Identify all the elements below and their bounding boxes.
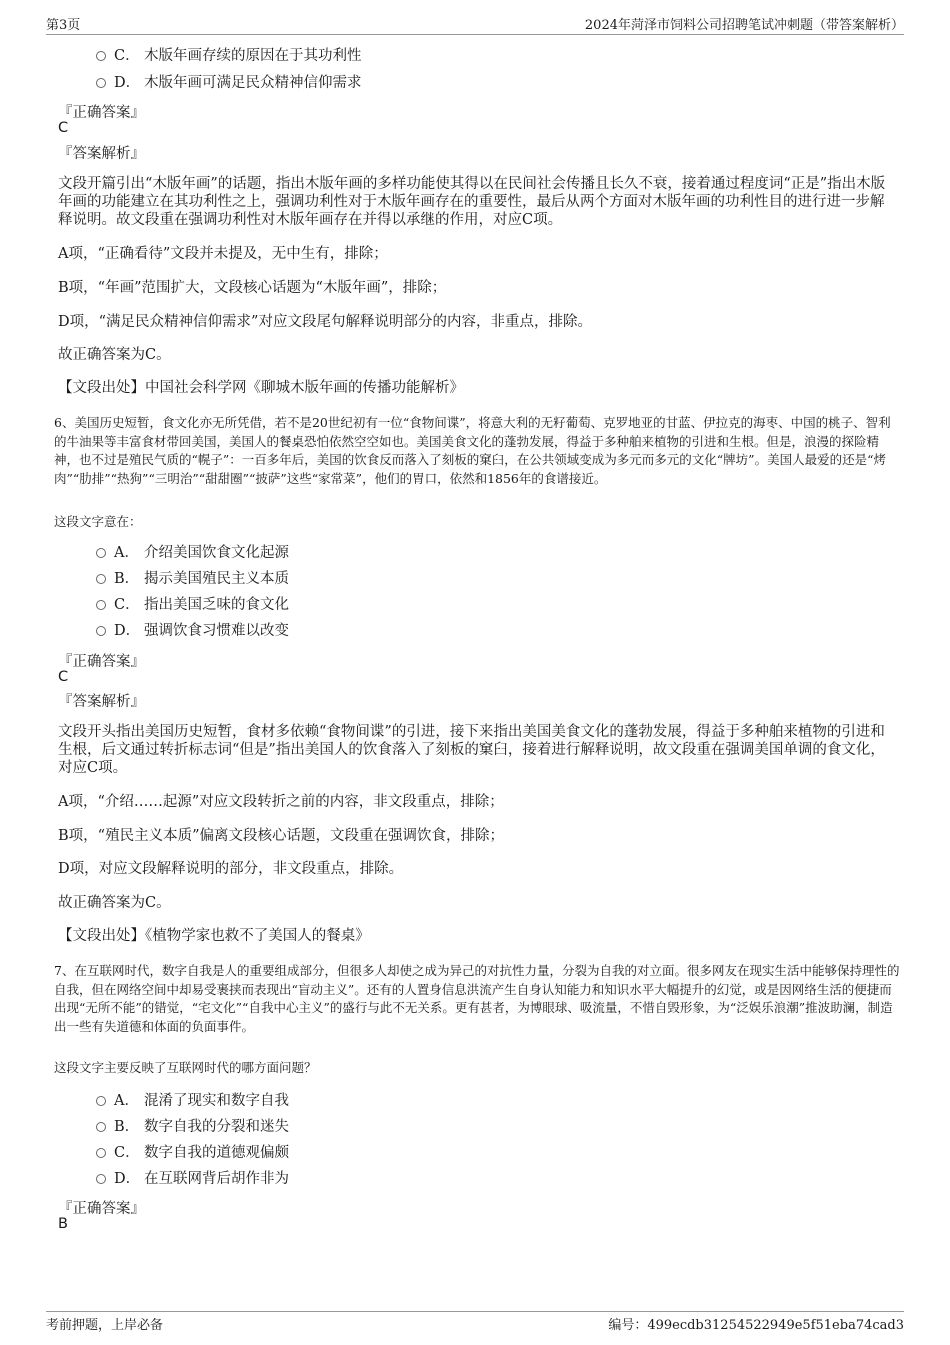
q5-analysis: 文段开篇引出“木版年画”的话题，指出木版年画的多样功能使其得以在民间社会传播且长久不衰，接着通过程度词“正是”指出木版年画的功能建立在其功利性之上，强调功利性对于木版年画存在的重要性，最后从两个方面对木版年画的功利性目的进行进一步解释说明。故文段重在强调功利性对木版年画存在并得以承继的作用，对应C项。 — [58, 176, 886, 228]
q6-answer: C — [58, 669, 69, 685]
radio-icon[interactable] — [96, 600, 106, 610]
q5-answer: C — [58, 120, 69, 136]
radio-icon[interactable] — [96, 1174, 106, 1184]
q5-option-d[interactable]: D． 木版年画可满足民众精神信仰需求 — [96, 72, 362, 94]
radio-icon[interactable] — [96, 1096, 106, 1106]
document-title: 2024年菏泽市饲料公司招聘笔试冲刺题（带答案解析） — [584, 18, 904, 33]
q6-analysis-label: 『答案解析』 — [58, 694, 145, 710]
q6-conclusion: 故正确答案为C。 — [58, 895, 171, 911]
page-footer — [46, 1311, 904, 1334]
q7-answer-label: 『正确答案』 — [58, 1201, 145, 1217]
radio-icon[interactable] — [96, 1148, 106, 1158]
radio-icon[interactable] — [96, 51, 106, 61]
footer-doc-id: 编号：499ecdb31254522949e5f51eba74cad3 — [608, 1318, 904, 1333]
q7-option-a[interactable]: A． 混淆了现实和数字自我 — [96, 1090, 289, 1112]
q5-b-note: B项，“年画”范围扩大，文段核心话题为“木版年画”，排除； — [58, 280, 447, 296]
q7-answer: B — [58, 1216, 68, 1232]
radio-icon[interactable] — [96, 626, 106, 636]
q6-source: 【文段出处】《植物学家也救不了美国人的餐桌》 — [58, 928, 370, 944]
q6-b-note: B项，“殖民主义本质”偏离文段核心话题，文段重在强调饮食，排除； — [58, 828, 504, 844]
q5-a-note: A项，“正确看待”文段并未提及，无中生有，排除； — [58, 246, 388, 262]
q6-stem: 6、美国历史短暂，食文化亦无所凭借，若不是20世纪初有一位“食物间谍”，将意大利的无籽葡萄、克罗地亚的甘蓝、伊拉克的海枣、中国的桃子、智利的牛油果等丰富食材带回美国，美国人的餐桌恐怕依然空空如也。美国美食文化的蓬勃发展，得益于多种舶来植物的引进和生根。但是，浪漫的探险精神，也不过是殖民气质的“幌子”：一百多年后，美国的饮食反而落入了刻板的窠臼，在公共领域变成为多元而多元的文化“牌坊”。美国人最爱的还是“烤肉”“肋排”“热狗”“三明治”“甜甜圈”“披萨”这些“家常菜”，他们的胃口，依然和1856年的食谱接近。 — [54, 415, 891, 486]
page-header — [46, 14, 904, 35]
q7-question: 这段文字主要反映了互联网时代的哪方面问题？ — [54, 1060, 317, 1075]
q5-conclusion: 故正确答案为C。 — [58, 347, 171, 363]
radio-icon[interactable] — [96, 78, 106, 88]
q6-option-a[interactable]: A． 介绍美国饮食文化起源 — [96, 542, 289, 564]
q7-option-c[interactable]: C． 数字自我的道德观偏颇 — [96, 1142, 289, 1164]
radio-icon[interactable] — [96, 548, 106, 558]
q6-analysis: 文段开头指出美国历史短暂，食材多依赖“食物间谍”的引进，接下来指出美国美食文化的蓬勃发展，得益于多种舶来植物的引进和生根，后文通过转折标志词“但是”指出美国人的饮食落入了刻板的窠臼，接着进行解释说明，故文段重在强调美国单调的食文化，对应C项。 — [58, 724, 885, 776]
q5-d-note: D项，“满足民众精神信仰需求”对应文段尾句解释说明部分的内容，非重点，排除。 — [58, 314, 592, 330]
page-number: 第3页 — [46, 18, 81, 33]
radio-icon[interactable] — [96, 1122, 106, 1132]
q5-answer-label: 『正确答案』 — [58, 105, 145, 121]
q6-option-b[interactable]: B． 揭示美国殖民主义本质 — [96, 568, 289, 590]
q5-option-c[interactable]: C． 木版年画存续的原因在于其功利性 — [96, 45, 362, 67]
q5-analysis-label: 『答案解析』 — [58, 146, 145, 162]
radio-icon[interactable] — [96, 574, 106, 584]
q6-d-note: D项，对应文段解释说明的部分，非文段重点，排除。 — [58, 861, 404, 877]
q7-stem: 7、在互联网时代，数字自我是人的重要组成部分，但很多人却使之成为异己的对抗性力量，分裂为自我的对立面。很多网友在现实生活中能够保持理性的自我，但在网络空间中却易受裹挟而表现出“盲动主义”。还有的人置身信息洪流产生自身认知能力和知识水平大幅提升的幻觉，或是因网络生活的便捷而出现“无所不能”的错觉，“宅文化”“自我中心主义”的盛行与此不无关系。更有甚者，为博眼球、吸流量，不惜自毁形象，为“泛娱乐浪潮”推波助澜，制造出一些有失道德和体面的负面事件。 — [54, 963, 900, 1034]
q6-answer-label: 『正确答案』 — [58, 654, 145, 670]
q6-option-c[interactable]: C． 指出美国乏味的食文化 — [96, 594, 289, 616]
q6-option-d[interactable]: D． 强调饮食习惯难以改变 — [96, 620, 289, 642]
footer-slogan: 考前押题，上岸必备 — [46, 1318, 164, 1333]
q5-source: 【文段出处】中国社会科学网《聊城木版年画的传播功能解析》 — [58, 380, 464, 396]
q6-question: 这段文字意在： — [54, 514, 142, 529]
q6-a-note: A项，“介绍……起源”对应文段转折之前的内容，非文段重点，排除； — [58, 794, 504, 810]
q7-option-b[interactable]: B． 数字自我的分裂和迷失 — [96, 1116, 289, 1138]
q7-option-d[interactable]: D． 在互联网背后胡作非为 — [96, 1168, 289, 1190]
